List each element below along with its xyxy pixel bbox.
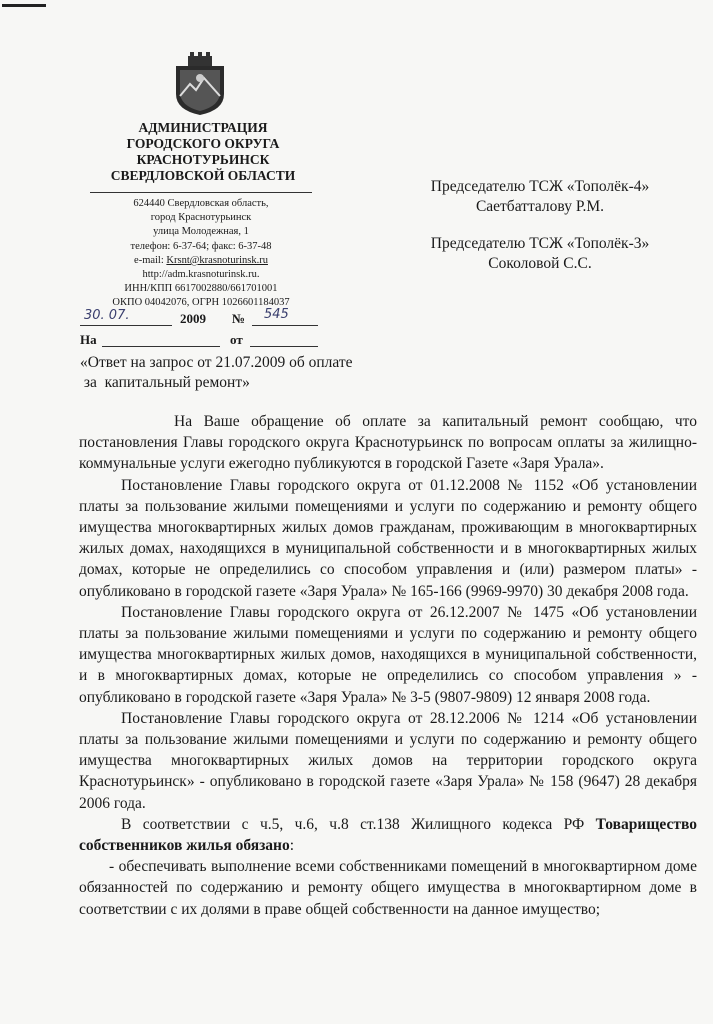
website-line: http://adm.krasnoturinsk.ru. [142, 269, 260, 281]
address-line: ИНН/КПП 6617002880/661701001 [124, 283, 278, 295]
recipient-line: Соколовой С.С. [488, 255, 592, 272]
address-line: телефон: 6-37-64; факс: 6-37-48 [130, 240, 272, 252]
recipient-line: Председателю ТСЖ «Тополёк-3» [430, 235, 650, 252]
address-line: ОКПО 04042076, ОГРН 1026601184037 [112, 297, 290, 309]
subject-line: «Ответ на запрос от 21.07.2009 об оплате [80, 354, 353, 371]
outgoing-date-number [80, 307, 320, 329]
subject-block [80, 353, 400, 393]
email-label: e-mail: [134, 254, 167, 266]
recipient-line: Саетбатталову Р.М. [475, 198, 605, 215]
email-link[interactable]: Krsnt@krasnoturinsk.ru [166, 254, 268, 266]
ot-label: от [230, 332, 243, 347]
subject-line: за капитальный ремонт» [80, 374, 250, 391]
coat-of-arms-icon [170, 52, 230, 116]
handwritten-number: 545 [264, 307, 289, 322]
list-item: - обеспечивать выполнение всеми собственниками помещений в многоквартирном доме обязанностей по содержанию и ремонту общего имущества в многоквартирном доме в соответствии с их долями в праве общей собственности на данное имущество; [79, 858, 697, 918]
paragraph-housing-code [79, 814, 697, 856]
number-sign: № [232, 311, 246, 326]
org-line: СВЕРДЛОВСКОЙ ОБЛАСТИ [110, 168, 296, 183]
org-line: АДМИНИСТРАЦИЯ [138, 120, 268, 135]
paragraph-text: В соответствии с ч.5, ч.6, ч.8 ст.138 Жилищного кодекса РФ [121, 815, 596, 833]
org-line: КРАСНОТУРЬИНСК [136, 152, 270, 167]
org-line: ГОРОДСКОГО ОКРУГА [126, 136, 280, 151]
paragraph: На Ваше обращение об оплате за капитальный ремонт сообщаю, что постановления Главы городского округа Краснотурьинск по вопросам оплаты за жилищно-коммунальные услуги ежегодно публикуются в городской Газете «Заря Урала». [79, 413, 697, 473]
address-line: улица Молодежная, 1 [153, 226, 249, 238]
reference-line [80, 332, 320, 350]
year-label: 2009 [180, 311, 206, 326]
letter-body [79, 411, 697, 920]
paragraph-text: : [289, 837, 295, 855]
recipients-block [380, 177, 700, 274]
paragraph-bold-text: Товарищество собственников жилья обязано [79, 815, 697, 855]
handwritten-date: 30. 07. [84, 308, 130, 323]
address-line: город Краснотурьинск [150, 212, 252, 224]
scan-mark [2, 4, 46, 7]
na-label: На [80, 332, 97, 347]
paragraph: Постановление Главы городского округа от 28.12.2006 № 1214 «Об установлении платы за пользование жилыми помещениями и услуги по содержанию и ремонту общего имущества многоквартирных жилых домов на территории городского округа Краснотурьинск» - опубликовано в городской газете «Заря Урала» № 158 (9647) 28 декабря 2006 года. [79, 709, 697, 812]
paragraph: Постановление Главы городского округа от 01.12.2008 № 1152 «Об установлении платы за пользование жилыми помещениями и услуги по содержанию и ремонту общего имущества многоквартирных жилых домов гражданам, проживающим в многоквартирных жилых домах, находящихся в муниципальной собственности и в многоквартирных жилых домах, которые не определились со способом управления и (или) размером платы» - опубликовано в городской газете «Заря Урала» № 165-166 (9969-9970) 30 декабря 2008 года. [79, 476, 697, 600]
address-line: 624440 Свердловская область, [133, 198, 269, 209]
paragraph: Постановление Главы городского округа от 26.12.2007 № 1475 «Об установлении платы за пользование жилыми помещениями и услуги по содержанию и ремонту общего имущества многоквартирных жилых домов, находящихся в муниципальной собственности, и в многоквартирных домах, которые не определились со способом управления » - опубликовано в городской газете «Заря Урала» № 3-5 (9807-9809) 12 января 2008 года. [79, 603, 697, 706]
email-line [90, 254, 312, 268]
header-divider [90, 192, 312, 193]
address-block [90, 197, 312, 311]
recipient-line: Председателю ТСЖ «Тополёк-4» [430, 178, 650, 195]
organization-name [98, 120, 308, 184]
